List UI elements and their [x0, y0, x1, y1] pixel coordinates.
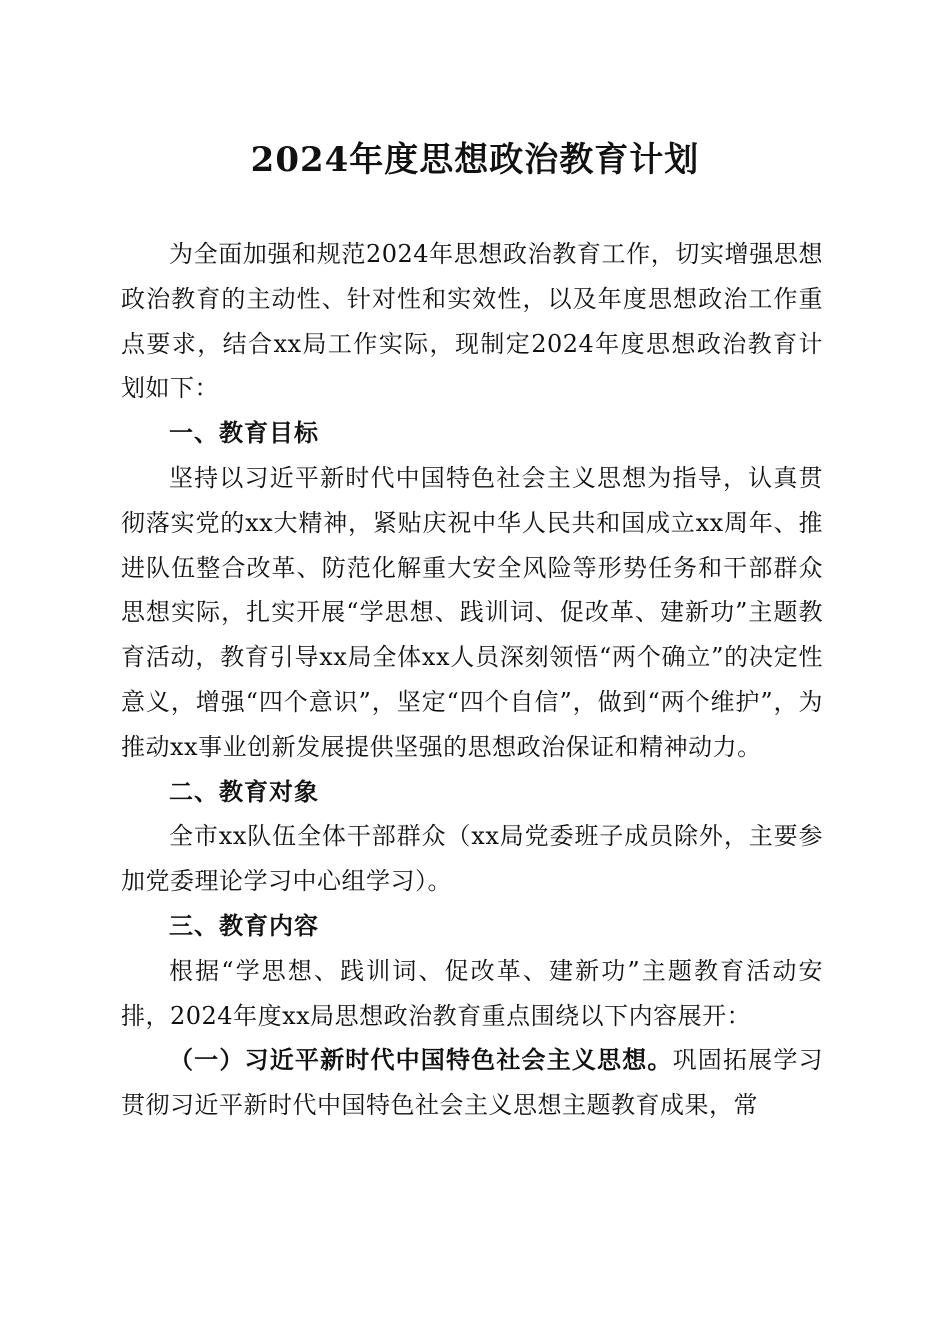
- section-heading-goals: 一、教育目标: [169, 419, 319, 448]
- goals-paragraph: 坚持以习近平新时代中国特色社会主义思想为指导，认真贯彻落实党的xx大精神，紧贴庆祝中华人民共和国成立xx周年、推进队伍整合改革、防范化解重大安全风险等形势任务和干部群众思想实际，扎实开展“学思想、践训词、促改革、建新功”主题教育活动，教育引导xx局全体xx人员深刻领悟“两个确立”的决定性意义，增强“四个意识”，坚定“四个自信”，做到“两个维护”，为推动xx事业创新发展提供坚强的思想政治保证和精神动力。: [121, 463, 823, 761]
- intro-paragraph: 为全面加强和规范2024年思想政治教育工作，切实增强思想政治教育的主动性、针对性和实效性，以及年度思想政治工作重点要求，结合xx局工作实际，现制定2024年度思想政治教育计划如下：: [121, 240, 823, 403]
- document-title: 2024年度思想政治教育计划: [250, 140, 700, 180]
- content-item-1: [121, 1038, 823, 1128]
- section-heading-content: 三、教育内容: [169, 911, 319, 940]
- document-body: [121, 232, 823, 1128]
- targets-paragraph: 全市xx队伍全体干部群众（xx局党委班子成员除外，主要参加党委理论学习中心组学习）。: [121, 822, 823, 896]
- content-paragraph: 根据“学思想、践训词、促改革、建新功”主题教育活动安排，2024年度xx局思想政治教育重点围绕以下内容展开：: [121, 956, 823, 1030]
- content-item-1-text: 巩固拓展学习贯彻习近平新时代中国特色社会主义思想主题教育成果，常: [121, 1046, 824, 1120]
- content-item-1-title: （一）习近平新时代中国特色社会主义思想。: [169, 1045, 673, 1075]
- section-heading-targets: 二、教育对象: [169, 777, 319, 806]
